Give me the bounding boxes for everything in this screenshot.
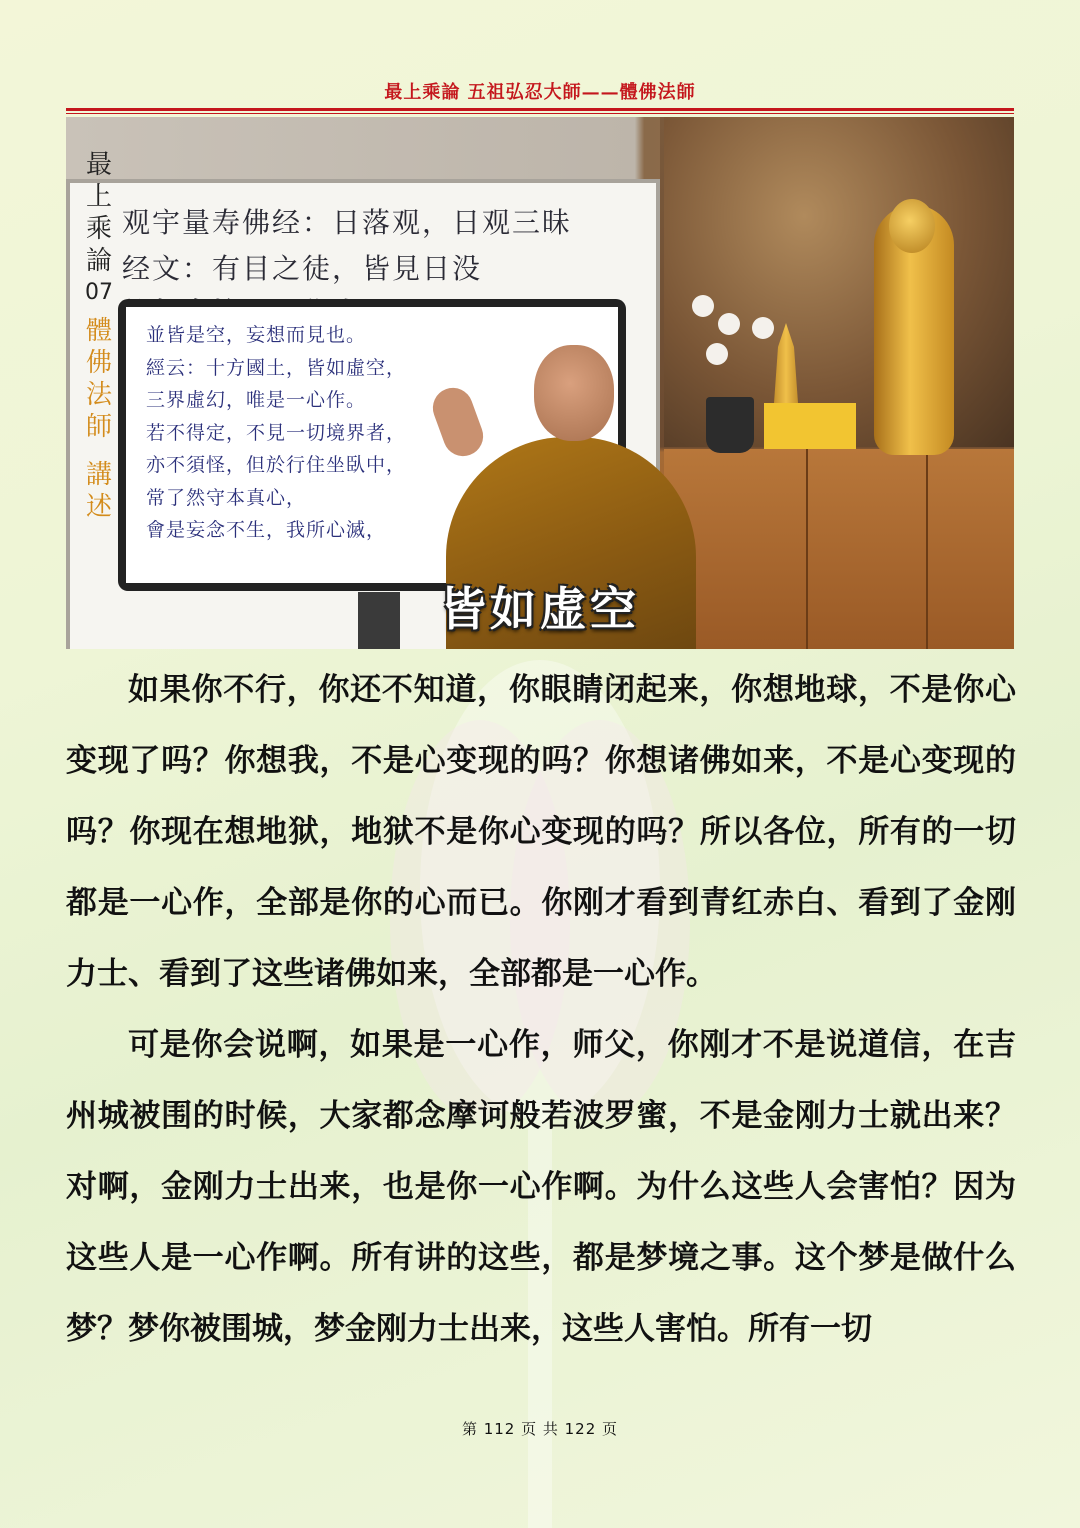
title-char: 論	[85, 246, 112, 276]
video-still	[66, 117, 1014, 649]
speaker-char: 法	[85, 380, 112, 410]
running-header: 最上乘論 五祖弘忍大師——體佛法師	[384, 82, 696, 103]
sutra-line: 經云：十方國土，皆如虛空，	[146, 356, 407, 379]
orchid-pot	[706, 397, 754, 453]
vertical-series-title	[82, 149, 116, 523]
paragraph: 如果你不行，你还不知道，你眼睛闭起来，你想地球，不是你心变现了吗？你想我，不是心变现的吗？你想诸佛如来，不是心变现的吗？你现在想地狱，地狱不是你心变现的吗？所以各位，所有的一切都是一心作，全部是你的心而已。你刚才看到青红赤白、看到了金刚力士、看到了这些诸佛如来，全部都是一心作。	[66, 672, 1016, 992]
page-number: 第 112 页 共 122 页	[461, 1420, 619, 1438]
whiteboard-line: 观宇量寿佛经：日落观，日观三昧	[122, 206, 573, 239]
header-rule-thin	[66, 113, 1014, 114]
sutra-line: 三界虛幻，唯是一心作。	[146, 389, 367, 411]
header-rule-thick	[66, 108, 1014, 111]
buddha-head	[889, 199, 935, 253]
sutra-line: 會是妄念不生，我所心滅，	[146, 519, 387, 541]
speaker-char: 佛	[85, 348, 112, 378]
sutra-line: 並皆是空，妄想而見也。	[146, 324, 367, 346]
speaker-char: 師	[85, 412, 112, 442]
monk-head	[534, 345, 614, 441]
yellow-box	[764, 403, 856, 449]
orchid-flower	[752, 317, 774, 339]
video-caption: 皆如虚空	[440, 582, 640, 636]
speaker-char: 體	[85, 316, 112, 346]
paragraph: 可是你会说啊，如果是一心作，师父，你刚才不是说道信，在吉州城被围的时候，大家都念摩诃般若波罗蜜，不是金刚力士就出来？对啊，金刚力士出来，也是你一心作啊。为什么这些人会害怕？因为这些人是一心作啊。所有讲的这些，都是梦境之事。这个梦是做什么梦？梦你被围城，梦金刚力士出来，这些人害怕。所有一切	[66, 1027, 1016, 1347]
title-char: 上	[85, 182, 112, 212]
title-char: 乘	[85, 214, 112, 244]
episode-number: 07	[85, 280, 113, 305]
speaker-char: 講	[85, 460, 112, 490]
whiteboard-line: 经文：有目之徒，皆見日没	[122, 252, 483, 285]
speaker-char: 述	[85, 492, 112, 522]
sutra-line: 常了然守本真心，	[146, 486, 307, 509]
orchid-flower	[718, 313, 740, 335]
orchid-flower	[692, 295, 714, 317]
body-text	[66, 655, 1016, 1365]
sutra-line: 亦不須怪，但於行住坐臥中，	[146, 454, 407, 476]
sutra-line: 若不得定，不見一切境界者，	[146, 421, 407, 444]
orchid-flower	[706, 343, 728, 365]
title-char: 最	[85, 150, 112, 180]
